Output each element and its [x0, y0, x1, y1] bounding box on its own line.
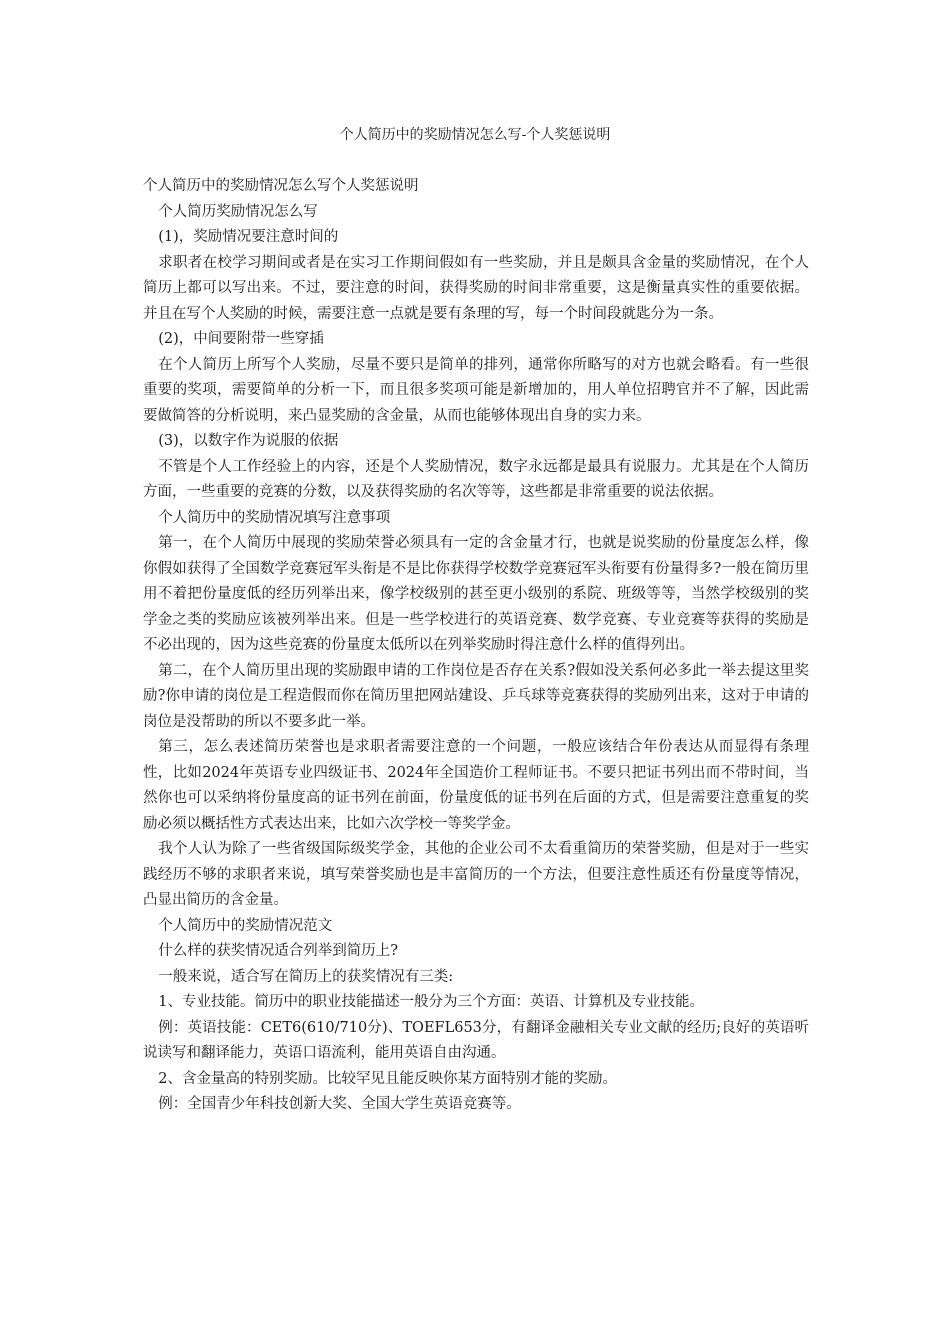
paragraph: 第二，在个人简历里出现的奖励跟申请的工作岗位是否存在关系?假如没关系何必多此一举去提这里奖励?你申请的岗位是工程造假而你在简历里把网站建设、乒乓球等竞赛获得的奖励列出来，这对于申请的岗位是没帮助的所以不要多此一举。 [143, 662, 809, 730]
paragraph: 2、含金量高的特别奖励。比较罕见且能反映你某方面特别才能的奖励。 [158, 1070, 617, 1087]
paragraph: 第一，在个人简历中展现的奖励荣誉必须具有一定的含金量才行，也就是说奖励的份量度怎么样，像你假如获得了全国数学竞赛冠军头衔是不是比你获得学校数学竞赛冠军头衔要有份量得多?一般在简历里用不着把份量度低的经历列举出来，像学校级别的甚至更小级别的系院、班级等等，当然学校级别的奖学金之类的奖励应该被列举出来。但是一些学校进行的英语竞赛、数学竞赛、专业竞赛等获得的奖励是不必出现的，因为这些竞赛的份量度太低所以在列举奖励时得注意什么样的值得列出。 [143, 535, 809, 653]
paragraph: 个人简历中的奖励情况范文 [158, 917, 333, 934]
document-title: 个人简历中的奖励情况怎么写-个人奖惩说明 [339, 127, 611, 143]
paragraph: (1)，奖励情况要注意时间的 [158, 229, 339, 245]
paragraph: 不管是个人工作经验上的内容，还是个人奖励情况，数字永远都是最具有说服力。尤其是在个人简历方面，一些重要的竞赛的分数，以及获得奖励的名次等等，这些都是非常重要的说法依据。 [143, 458, 809, 500]
document-body [143, 174, 809, 1118]
paragraph: 一般来说，适合写在简历上的获奖情况有三类: [158, 968, 454, 985]
paragraph: 例：英语技能：CET6(610/710分)、TOEFL653分，有翻译金融相关专业文献的经历;良好的英语听说读写和翻译能力，英语口语流利，能用英语自由沟通。 [143, 1019, 809, 1061]
paragraph: 我个人认为除了一些省级国际级奖学金，其他的企业公司不太看重简历的荣誉奖励，但是对于一些实践经历不够的求职者来说，填写荣誉奖励也是丰富简历的一个方法，但要注意性质还有份量度等情况，凸显出简历的含金量。 [143, 841, 809, 908]
paragraph: 1、专业技能。简历中的职业技能描述一般分为三个方面：英语、计算机及专业技能。 [158, 994, 704, 1010]
paragraph: (2)，中间要附带一些穿插 [158, 331, 324, 347]
paragraph: 求职者在校学习期间或者是在实习工作期间假如有一些奖励，并且是颇具含金量的奖励情况，在个人简历上都可以写出来。不过，要注意的时间，获得奖励的时间非常重要，这是衡量真实性的重要依据。并且在写个人奖励的时候，需要注意一点就是要有条理的写，每一个时间段就匙分为一条。 [143, 254, 809, 322]
paragraph: 例：全国青少年科技创新大奖、全国大学生英语竞赛等。 [158, 1096, 521, 1112]
paragraph: (3)，以数字作为说服的依据 [158, 433, 339, 449]
paragraph: 什么样的获奖情况适合列举到简历上? [158, 943, 398, 959]
paragraph: 在个人简历上所写个人奖励，尽量不要只是简单的排列，通常你所略写的对方也就会略看。有一些很重要的奖项，需要简单的分析一下，而且很多奖项可能是新增加的，用人单位招聘官并不了解，因此需要做简答的分析说明，来凸显奖励的含金量，从而也能够体现出自身的实力来。 [143, 356, 809, 424]
paragraph: 个人简历中的奖励情况填写注意事项 [158, 509, 391, 526]
paragraph: 个人简历中的奖励情况怎么写个人奖惩说明 [143, 178, 419, 194]
paragraph: 个人简历奖励情况怎么写 [158, 203, 318, 220]
paragraph: 第三，怎么表述简历荣誉也是求职者需要注意的一个问题，一般应该结合年份表达从而显得有条理性，比如2024年英语专业四级证书、2024年全国造价工程师证书。不要只把证书列出而不带时间，当然你也可以采纳将份量度高的证书列在前面，份量度低的证书列在后面的方式，但是需要注意重复的奖励必须以概括性方式表达出来，比如六次学校一等奖学金。 [143, 739, 809, 832]
